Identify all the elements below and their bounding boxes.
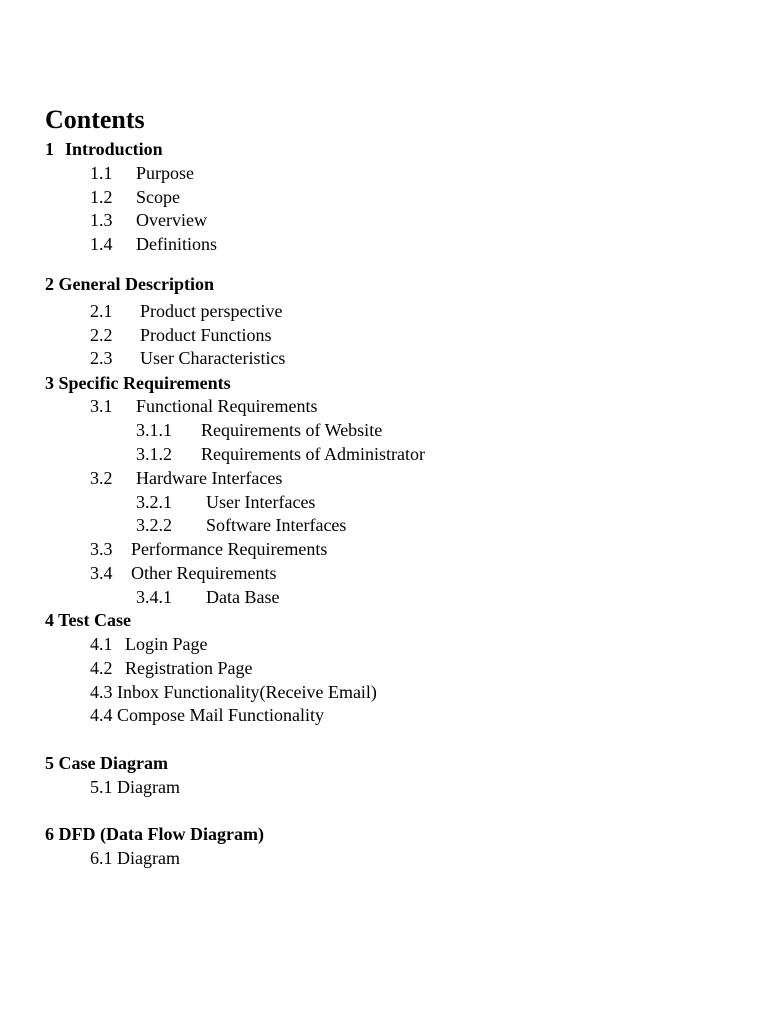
toc-entry-number: 3.1.1 [136, 420, 172, 440]
toc-entry-1-2[interactable] [90, 186, 290, 208]
toc-entry-number: 1.4 [90, 234, 113, 254]
toc-entry-3-2-2[interactable] [136, 514, 436, 536]
toc-entry-number: 3.4 [90, 563, 113, 583]
toc-entry-3-1-1[interactable] [136, 419, 436, 441]
toc-entry-2-3[interactable] [90, 347, 350, 369]
toc-heading-1-label: Introduction [65, 139, 163, 159]
toc-entry-number: 3.2.2 [136, 515, 172, 535]
toc-entry-label: Scope [136, 187, 180, 207]
toc-entry-label: Definitions [136, 234, 217, 254]
toc-entry-4-1[interactable] [90, 633, 350, 655]
toc-entry-number: 1.3 [90, 210, 113, 230]
toc-entry-number: 3.3 [90, 539, 113, 559]
toc-entry-number: 1.2 [90, 187, 113, 207]
toc-entry-label: Performance Requirements [131, 539, 328, 559]
toc-heading-2[interactable]: 2 General Description [45, 274, 214, 294]
toc-entry-1-1[interactable] [90, 162, 290, 184]
toc-entry-label: Purpose [136, 163, 194, 183]
toc-entry-number: 3.2 [90, 468, 113, 488]
toc-heading-1-number: 1 [45, 139, 54, 159]
toc-heading-1[interactable] [45, 138, 245, 160]
toc-heading-4[interactable]: 4 Test Case [45, 610, 132, 630]
toc-entry-label: Registration Page [125, 658, 253, 678]
toc-entry-label: Software Interfaces [206, 515, 347, 535]
toc-entry-3-2[interactable] [90, 467, 390, 489]
toc-entry-3-4-1[interactable] [136, 586, 436, 608]
toc-entry-6-1[interactable]: 6.1 Diagram [90, 848, 180, 868]
toc-entry-3-3[interactable] [90, 538, 390, 560]
toc-entry-number: 4.1 [90, 634, 113, 654]
toc-entry-number: 4.2 [90, 658, 113, 678]
toc-entry-label: Requirements of Administrator [201, 444, 425, 464]
toc-entry-3-4[interactable] [90, 562, 390, 584]
page-title: Contents [45, 105, 145, 134]
toc-entry-5-1[interactable]: 5.1 Diagram [90, 777, 180, 797]
toc-heading-3[interactable]: 3 Specific Requirements [45, 373, 231, 393]
toc-entry-3-2-1[interactable] [136, 491, 436, 513]
toc-entry-label: Product Functions [140, 325, 272, 345]
toc-heading-6[interactable]: 6 DFD (Data Flow Diagram) [45, 824, 264, 844]
toc-entry-3-1-2[interactable] [136, 443, 456, 465]
toc-entry-label: Hardware Interfaces [136, 468, 283, 488]
toc-entry-number: 2.2 [90, 325, 113, 345]
toc-entry-4-3[interactable]: 4.3 Inbox Functionality(Receive Email) [90, 682, 377, 702]
toc-heading-5[interactable]: 5 Case Diagram [45, 753, 168, 773]
toc-entry-label: User Characteristics [140, 348, 286, 368]
toc-entry-number: 3.1 [90, 396, 113, 416]
toc-entry-2-2[interactable] [90, 324, 350, 346]
toc-entry-number: 1.1 [90, 163, 113, 183]
toc-entry-label: User Interfaces [206, 492, 316, 512]
toc-entry-label: Requirements of Website [201, 420, 383, 440]
toc-entry-number: 3.2.1 [136, 492, 172, 512]
toc-entry-3-1[interactable] [90, 395, 390, 417]
toc-entry-label: Data Base [206, 587, 280, 607]
toc-entry-label: Functional Requirements [136, 396, 318, 416]
toc-entry-label: Other Requirements [131, 563, 277, 583]
toc-entry-4-4[interactable]: 4.4 Compose Mail Functionality [90, 705, 324, 725]
toc-entry-number: 3.4.1 [136, 587, 172, 607]
toc-entry-1-4[interactable] [90, 233, 290, 255]
toc-entry-label: Overview [136, 210, 207, 230]
toc-entry-1-3[interactable] [90, 209, 290, 231]
toc-entry-label: Product perspective [140, 301, 283, 321]
toc-entry-number: 2.3 [90, 348, 113, 368]
toc-entry-2-1[interactable] [90, 300, 350, 322]
toc-entry-number: 2.1 [90, 301, 113, 321]
toc-entry-number: 3.1.2 [136, 444, 172, 464]
toc-entry-4-2[interactable] [90, 657, 350, 679]
toc-entry-label: Login Page [125, 634, 208, 654]
